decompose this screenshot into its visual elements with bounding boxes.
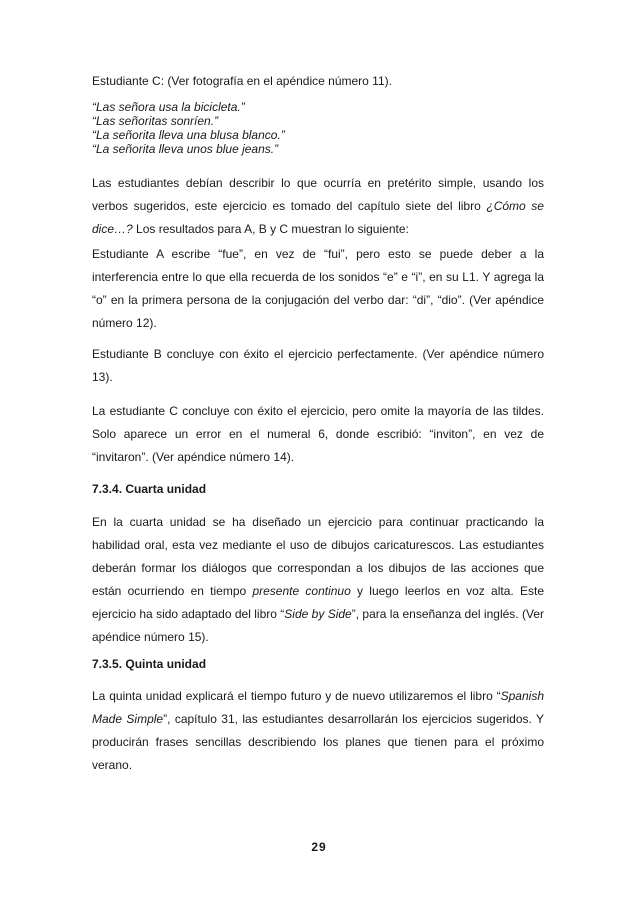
p1-text-b: Los resultados para A, B y C muestran lo siguiente: [132, 222, 409, 236]
quote-line: “Las señoritas sonríen.” [92, 114, 219, 128]
p5-text-a: En la cuarta unidad se ha diseñado un ejercicio para continuar practicando la habilidad oral, esta vez mediante el uso de dibujos caricaturescos. Las estudiantes deberán formar los diálogos que correspondan a los dibujos de las acciones que están ocurriendo en tiempo [92, 515, 544, 598]
paragraph-1 [92, 172, 544, 241]
paragraph-4 [92, 400, 544, 469]
p5-text-b: y luego leerlos en voz alta. Este ejercicio ha sido adaptado del libro “ [92, 584, 544, 621]
quote-line: “La señorita lleva unos blue jeans.” [92, 142, 279, 156]
book-title: Side by Side [284, 607, 352, 621]
p4-text: La estudiante C concluye con éxito el ejercicio, pero omite la mayoría de las tildes. Solo aparece un error en el numeral 6, donde escribió: “inviton”, en vez de “invitaron”. (Ver apéndice número 14). [92, 404, 544, 464]
intro-line: Estudiante C: (Ver fotografía en el apéndice número 11). [92, 74, 392, 88]
p1-text-a: Las estudiantes debían describir lo que ocurría en pretérito simple, usando los verbos sugeridos, este ejercicio es tomado del capítulo siete del libro [92, 176, 544, 213]
paragraph-2 [92, 243, 544, 335]
tense-term: presente continuo [252, 584, 351, 598]
section-heading: 7.3.4. Cuarta unidad [92, 482, 207, 496]
section-heading-cuarta [92, 482, 544, 496]
p2-text: Estudiante A escribe “fue”, en vez de “fui”, pero esto se puede deber a la interferencia entre lo que ella recuerda de los sonidos “e” e “i”, en su L1. Y agrega la “o” en la primera persona de la conjugación del verbo dar: “di”, “dio”. (Ver apéndice número 12). [92, 247, 544, 330]
paragraph-6 [92, 685, 544, 777]
quote-line: “Las señora usa la bicicleta.” [92, 100, 245, 114]
p6-text-b: ”, capítulo 31, las estudiantes desarrollarán los ejercicios sugeridos. Y producirán frases sencillas describiendo los planes que tienen para el próximo verano. [92, 712, 545, 772]
quotes-block [92, 100, 544, 156]
book-title: ¿Cómo se dice…? [92, 199, 544, 236]
section-heading-quinta [92, 657, 544, 671]
book-title: Spanish Made Simple [92, 689, 544, 726]
paragraph-5 [92, 511, 544, 649]
p5-text-c: ”, para la enseñanza del inglés. (Ver apéndice número 15). [92, 607, 544, 644]
p6-text-a: La quinta unidad explicará el tiempo futuro y de nuevo utilizaremos el libro “ [92, 689, 501, 703]
page-number: 29 [311, 840, 327, 854]
quote-line: “La señorita lleva una blusa blanco.” [92, 128, 285, 142]
section-heading: 7.3.5. Quinta unidad [92, 657, 207, 671]
intro-block [92, 74, 544, 88]
paragraph-3 [92, 343, 544, 389]
p3-text: Estudiante B concluye con éxito el ejercicio perfectamente. (Ver apéndice número 13). [92, 347, 544, 384]
